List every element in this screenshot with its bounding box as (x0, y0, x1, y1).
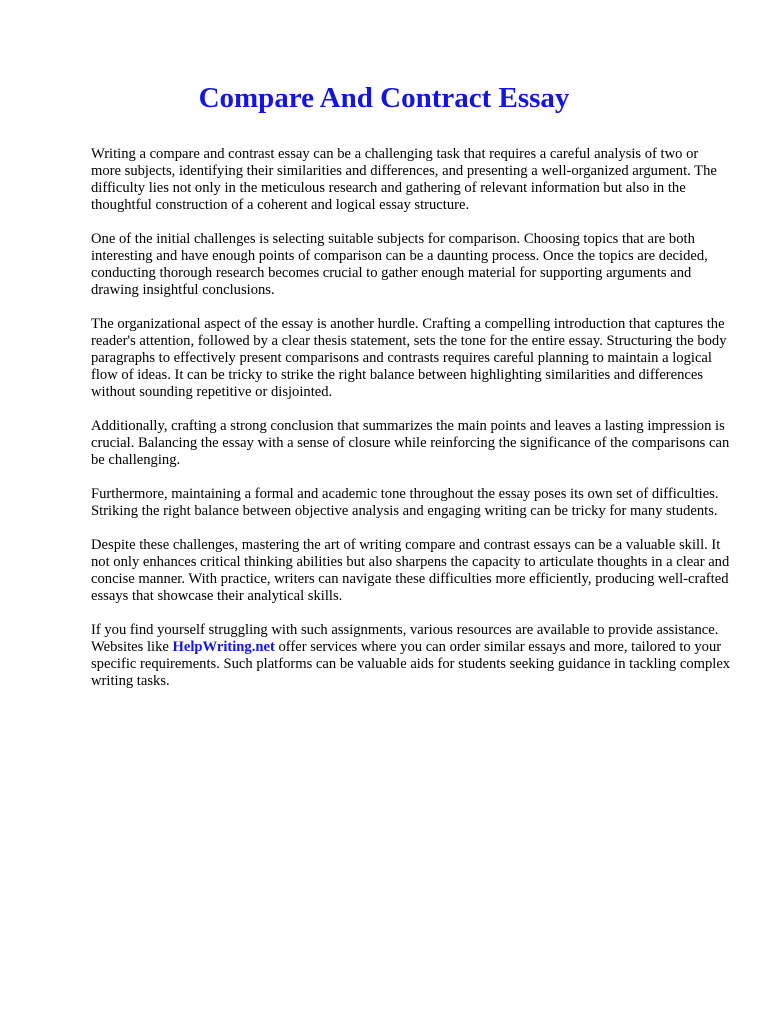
helpwriting-link[interactable]: HelpWriting.net (172, 639, 275, 655)
page-title: Compare And Contract Essay (198, 82, 570, 114)
paragraph-3: The organizational aspect of the essay is another hurdle. Crafting a compelling introduction that captures the reader's attention, followed by a clear thesis statement, sets the tone for the entire essay. Structuring the body paragraphs to effectively present comparisons and contrasts requires careful planning to maintain a logical flow of ideas. It can be tricky to strike the right balance between highlighting similarities and differences without sounding repetitive or disjointed. (91, 316, 727, 400)
paragraph-2: One of the initial challenges is selecting suitable subjects for comparison. Choosing topics that are both interesting and have enough points of comparison can be a daunting process. Once the topics are decided, conducting thorough research becomes crucial to gather enough material for supporting arguments and drawing insightful conclusions. (91, 231, 708, 298)
paragraph-5: Furthermore, maintaining a formal and academic tone throughout the essay poses its own set of difficulties. Striking the right balance between objective analysis and engaging writing can be tricky for many students. (91, 486, 719, 519)
paragraph-7-text-before-link: If you find yourself struggling with such assignments, various resources are available to provide assistance. Websites like (91, 622, 719, 655)
essay-body (91, 146, 731, 707)
paragraph-6: Despite these challenges, mastering the art of writing compare and contrast essays can be a valuable skill. It not only enhances critical thinking abilities but also sharpens the capacity to articulate thoughts in a clear and concise manner. With practice, writers can navigate these difficulties more efficiently, producing well-crafted essays that showcase their analytical skills. (91, 537, 730, 604)
paragraph-7-text-after-link: offer services where you can order similar essays and more, tailored to your specific requirements. Such platforms can be valuable aids for students seeking guidance in tackling complex writing tasks. (91, 639, 731, 689)
paragraph-4: Additionally, crafting a strong conclusion that summarizes the main points and leaves a lasting impression is crucial. Balancing the essay with a sense of closure while reinforcing the significance of the comparisons can be challenging. (91, 418, 730, 468)
paragraph-1: Writing a compare and contrast essay can be a challenging task that requires a careful analysis of two or more subjects, identifying their similarities and differences, and presenting a well-organized argument. The difficulty lies not only in the meticulous research and gathering of relevant information but also in the thoughtful construction of a coherent and logical essay structure. (91, 146, 717, 213)
paragraph-7 (91, 622, 731, 690)
